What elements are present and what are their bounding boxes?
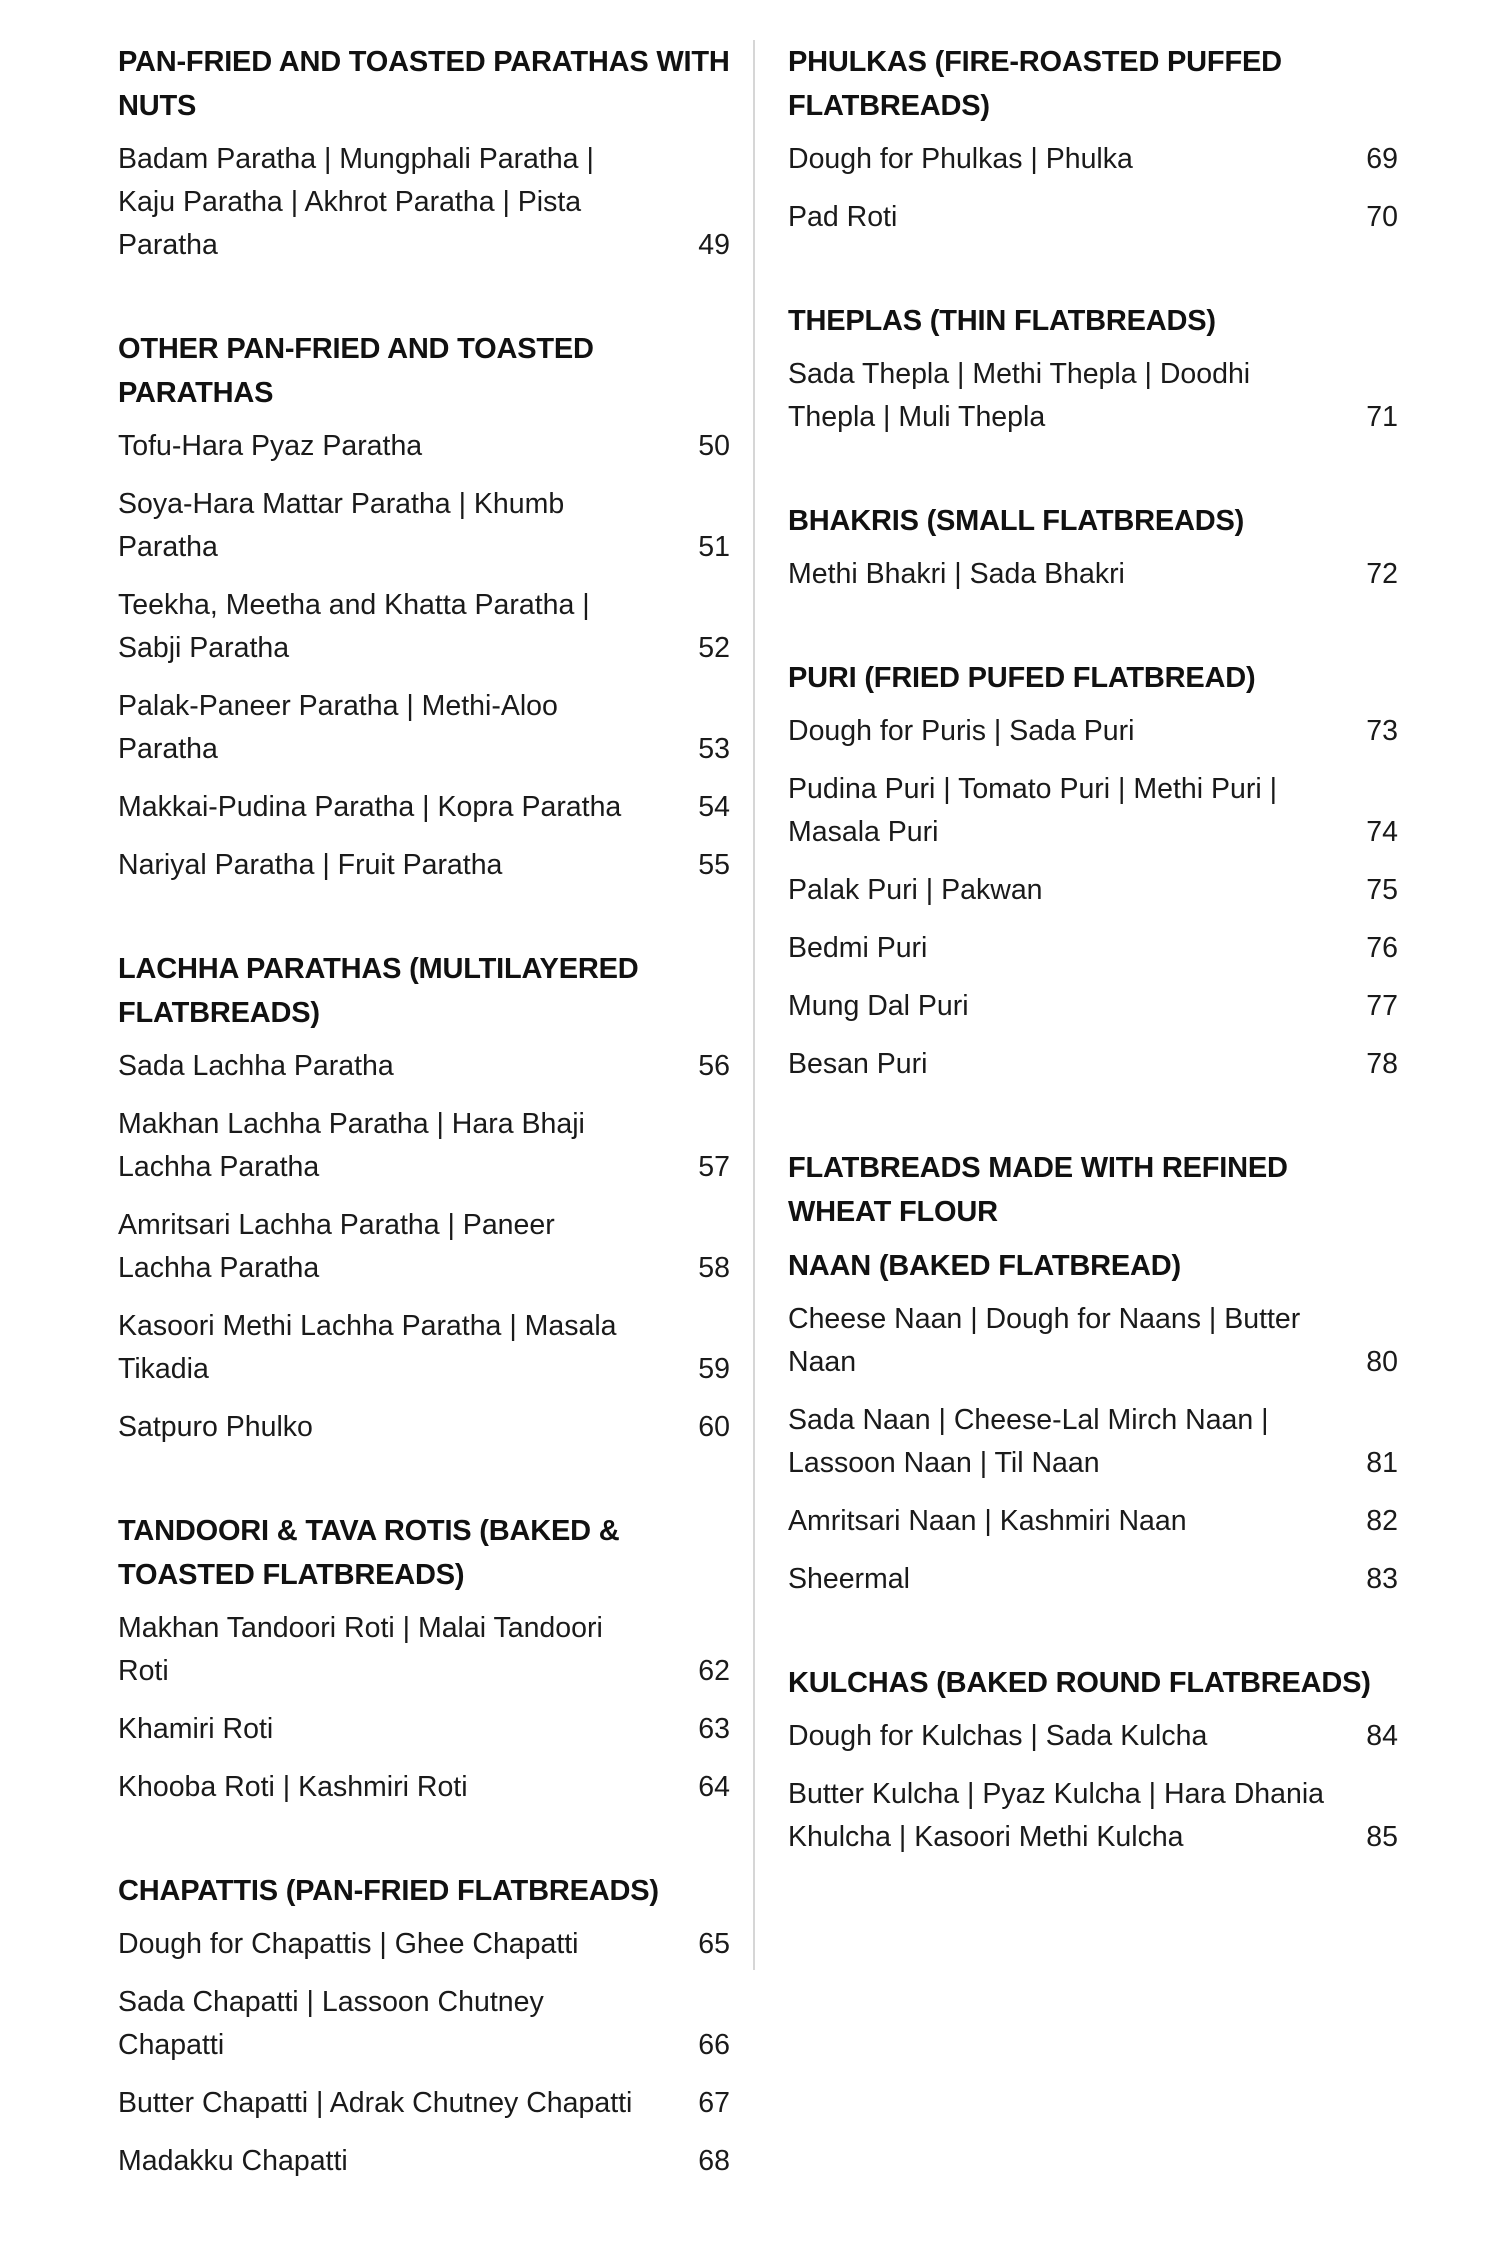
entry-title: Pad Roti	[788, 201, 898, 233]
entry-page-number: 75	[1366, 874, 1398, 906]
entry-page-number: 70	[1366, 201, 1398, 233]
contents-entry	[118, 483, 730, 569]
section-heading: PAN-FRIED AND TOASTED PARATHAS WITH NUTS	[118, 46, 730, 122]
contents-entry	[118, 1204, 730, 1290]
contents-entry	[788, 553, 1398, 596]
entry-title: Besan Puri	[788, 1048, 928, 1080]
entry-title: Khooba Roti | Kashmiri Roti	[118, 1771, 468, 1803]
column-divider	[753, 40, 755, 1970]
entry-page-number: 84	[1366, 1720, 1398, 1752]
contents-entry	[118, 138, 730, 267]
section-heading: LACHHA PARATHAS (MULTILAYERED FLATBREADS)	[118, 953, 639, 1029]
entry-title: Dough for Kulchas | Sada Kulcha	[788, 1720, 1208, 1752]
entry-page-number: 68	[698, 2145, 730, 2177]
entry-page-number: 53	[698, 733, 730, 765]
entry-page-number: 55	[698, 849, 730, 881]
contents-entry	[118, 1045, 730, 1088]
entry-title: Palak-Paneer Paratha | Methi-Aloo Paratha	[118, 690, 558, 765]
entry-page-number: 54	[698, 791, 730, 823]
contents-entry	[118, 685, 730, 771]
entry-title: Makhan Lachha Paratha | Hara Bhaji Lachha Paratha	[118, 1108, 585, 1183]
contents-entry	[788, 710, 1398, 753]
entry-title: Dough for Puris | Sada Puri	[788, 715, 1135, 747]
contents-entry	[118, 425, 730, 468]
entry-title: Butter Chapatti | Adrak Chutney Chapatti	[118, 2087, 633, 2119]
contents-section	[788, 299, 1398, 439]
entry-title: Amritsari Lachha Paratha | Paneer Lachha Paratha	[118, 1209, 555, 1284]
entry-page-number: 72	[1366, 558, 1398, 590]
entry-title: Khamiri Roti	[118, 1713, 274, 1745]
entry-title: Makkai-Pudina Paratha | Kopra Paratha	[118, 791, 622, 823]
contents-entry	[788, 1773, 1398, 1859]
contents-section	[118, 947, 730, 1449]
section-heading: TANDOORI & TAVA ROTIS (BAKED & TOASTED FLATBREADS)	[118, 1515, 620, 1591]
contents-entry	[788, 1558, 1398, 1601]
contents-section	[788, 1661, 1398, 1859]
section-heading: OTHER PAN-FRIED AND TOASTED PARATHAS	[118, 333, 594, 409]
entry-title: Cheese Naan | Dough for Naans | Butter Naan	[788, 1303, 1301, 1378]
contents-section	[788, 656, 1398, 1086]
section-heading: PHULKAS (FIRE-ROASTED PUFFED FLATBREADS)	[788, 46, 1282, 122]
entry-page-number: 65	[698, 1928, 730, 1960]
contents-entry	[118, 786, 730, 829]
entry-page-number: 62	[698, 1655, 730, 1687]
entry-title: Pudina Puri | Tomato Puri | Methi Puri | Masala Puri	[788, 773, 1277, 848]
contents-entry	[788, 353, 1398, 439]
entry-page-number: 57	[698, 1151, 730, 1183]
entry-page-number: 59	[698, 1353, 730, 1385]
contents-section	[788, 499, 1398, 596]
contents-entry	[118, 1708, 730, 1751]
entry-page-number: 58	[698, 1252, 730, 1284]
entry-title: Sada Thepla | Methi Thepla | Doodhi Thepla | Muli Thepla	[788, 358, 1251, 433]
entry-page-number: 77	[1366, 990, 1398, 1022]
contents-entry	[118, 1981, 730, 2067]
entry-title: Teekha, Meetha and Khatta Paratha | Sabji Paratha	[118, 589, 590, 664]
entry-title: Sada Chapatti | Lassoon Chutney Chapatti	[118, 1986, 544, 2061]
contents-entry	[788, 768, 1398, 854]
contents-entry	[118, 1607, 730, 1693]
entry-title: Sheermal	[788, 1563, 910, 1595]
entry-page-number: 85	[1366, 1821, 1398, 1853]
entry-title: Dough for Phulkas | Phulka	[788, 143, 1133, 175]
entry-title: Nariyal Paratha | Fruit Paratha	[118, 849, 503, 881]
contents-entry	[118, 2082, 730, 2125]
contents-section	[788, 1146, 1398, 1234]
entry-page-number: 49	[698, 229, 730, 261]
contents-section	[788, 1244, 1398, 1601]
contents-entry	[788, 1500, 1398, 1543]
contents-entry	[788, 1715, 1398, 1758]
entry-title: Bedmi Puri	[788, 932, 928, 964]
contents-section	[118, 327, 730, 887]
entry-title: Tofu-Hara Pyaz Paratha	[118, 430, 423, 462]
section-heading: BHAKRIS (SMALL FLATBREADS)	[788, 505, 1245, 537]
entry-title: Makhan Tandoori Roti | Malai Tandoori Roti	[118, 1612, 603, 1687]
entry-page-number: 52	[698, 632, 730, 664]
entry-page-number: 82	[1366, 1505, 1398, 1537]
entry-page-number: 81	[1366, 1447, 1398, 1479]
contents-section	[788, 40, 1398, 239]
entry-title: Soya-Hara Mattar Paratha | Khumb Paratha	[118, 488, 565, 563]
entry-title: Satpuro Phulko	[118, 1411, 313, 1443]
entry-title: Amritsari Naan | Kashmiri Naan	[788, 1505, 1187, 1537]
entry-title: Badam Paratha | Mungphali Paratha | Kaju Paratha | Akhrot Paratha | Pista Paratha	[118, 143, 594, 261]
entry-page-number: 64	[698, 1771, 730, 1803]
entry-title: Palak Puri | Pakwan	[788, 874, 1043, 906]
contents-entry	[118, 1923, 730, 1966]
entry-title: Madakku Chapatti	[118, 2145, 348, 2177]
entry-page-number: 76	[1366, 932, 1398, 964]
contents-entry	[788, 1298, 1398, 1384]
contents-entry	[788, 869, 1398, 912]
entry-page-number: 50	[698, 430, 730, 462]
entry-page-number: 71	[1366, 401, 1398, 433]
left-column	[118, 40, 730, 2243]
entry-title: Sada Naan | Cheese-Lal Mirch Naan | Lassoon Naan | Til Naan	[788, 1404, 1269, 1479]
entry-title: Mung Dal Puri	[788, 990, 969, 1022]
section-heading: CHAPATTIS (PAN-FRIED FLATBREADS)	[118, 1875, 659, 1907]
contents-entry	[788, 1399, 1398, 1485]
contents-entry	[118, 584, 730, 670]
entry-page-number: 78	[1366, 1048, 1398, 1080]
entry-page-number: 51	[698, 531, 730, 563]
entry-title: Dough for Chapattis | Ghee Chapatti	[118, 1928, 579, 1960]
contents-entry	[118, 844, 730, 887]
right-column	[788, 40, 1398, 1919]
entry-title: Sada Lachha Paratha	[118, 1050, 394, 1082]
section-heading: NAAN (BAKED FLATBREAD)	[788, 1250, 1181, 1282]
entry-page-number: 69	[1366, 143, 1398, 175]
entry-page-number: 73	[1366, 715, 1398, 747]
entry-page-number: 63	[698, 1713, 730, 1745]
entry-page-number: 60	[698, 1411, 730, 1443]
contents-entry	[118, 1103, 730, 1189]
contents-section	[118, 1869, 730, 2183]
entry-title: Butter Kulcha | Pyaz Kulcha | Hara Dhania Khulcha | Kasoori Methi Kulcha	[788, 1778, 1325, 1853]
contents-section	[118, 1509, 730, 1809]
entry-page-number: 83	[1366, 1563, 1398, 1595]
entry-page-number: 74	[1366, 816, 1398, 848]
contents-entry	[788, 985, 1398, 1028]
contents-entry	[118, 2140, 730, 2183]
entry-page-number: 80	[1366, 1346, 1398, 1378]
entry-page-number: 67	[698, 2087, 730, 2119]
entry-page-number: 56	[698, 1050, 730, 1082]
contents-entry	[788, 1043, 1398, 1086]
contents-entry	[788, 196, 1398, 239]
contents-entry	[788, 138, 1398, 181]
section-heading: PURI (FRIED PUFED FLATBREAD)	[788, 662, 1256, 694]
contents-entry	[118, 1406, 730, 1449]
entry-page-number: 66	[698, 2029, 730, 2061]
contents-entry	[118, 1766, 730, 1809]
contents-section	[118, 40, 730, 267]
section-heading: KULCHAS (BAKED ROUND FLATBREADS)	[788, 1667, 1371, 1699]
entry-title: Methi Bhakri | Sada Bhakri	[788, 558, 1125, 590]
contents-entry	[118, 1305, 730, 1391]
entry-title: Kasoori Methi Lachha Paratha | Masala Tikadia	[118, 1310, 617, 1385]
section-heading: FLATBREADS MADE WITH REFINED WHEAT FLOUR	[788, 1152, 1288, 1228]
section-heading: THEPLAS (THIN FLATBREADS)	[788, 305, 1216, 337]
contents-entry	[788, 927, 1398, 970]
